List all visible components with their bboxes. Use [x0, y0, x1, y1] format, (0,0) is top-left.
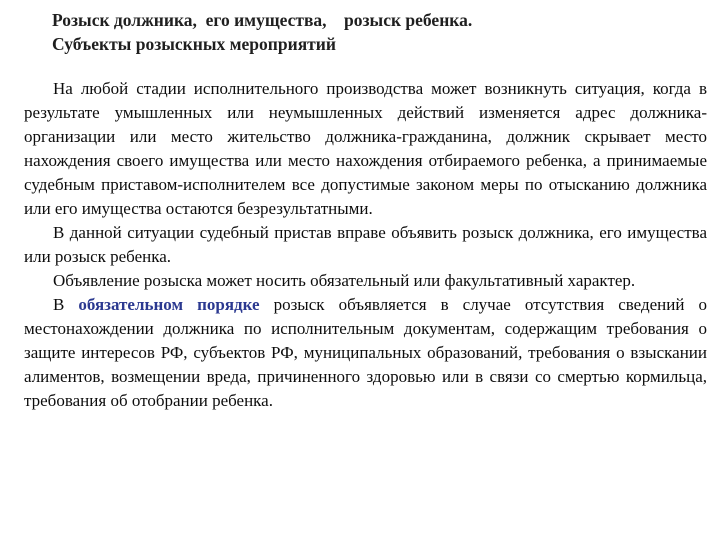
title-line-2: Субъекты розыскных мероприятий — [52, 34, 336, 54]
mandatory-text-before: В — [53, 295, 79, 314]
paragraph-mandatory-search — [24, 293, 707, 413]
paragraph-bailiff-right: В данной ситуации судебный пристав вправе объявить розыск должника, его имущества или розыск ребенка. — [24, 223, 707, 266]
slide-title — [52, 8, 692, 56]
mandatory-text-after: розыск объявляется в случае отсутствия сведений о местонахождении должника по исполнительным документам, содержащим требования о защите интересов РФ, субъектов РФ, муниципальных образований, требования о взыскании алиментов, возмещении вреда, причиненного здоровью или в связи со смертью кормильца, требования об отобрании ребенка. — [24, 295, 708, 410]
paragraph-search-character: Объявление розыска может носить обязательный или факультативный характер. — [53, 271, 636, 290]
mandatory-highlight: обязательном порядке — [78, 295, 260, 314]
title-line-1: Розыск должника, его имущества, розыск ребенка. — [52, 10, 473, 30]
paragraph-search-situation: На любой стадии исполнительного производства может возникнуть ситуация, когда в результате умышленных или неумышленных действий изменяется адрес должника-организации или место жительство должника-гражданина, должник скрывает место нахождения своего имущества или место нахождения отбираемого ребенка, а принимаемые судебным приставом-исполнителем все допустимые законом меры по отысканию должника или его имущества остаются безрезультатными. — [24, 79, 707, 218]
slide-body — [24, 77, 707, 413]
